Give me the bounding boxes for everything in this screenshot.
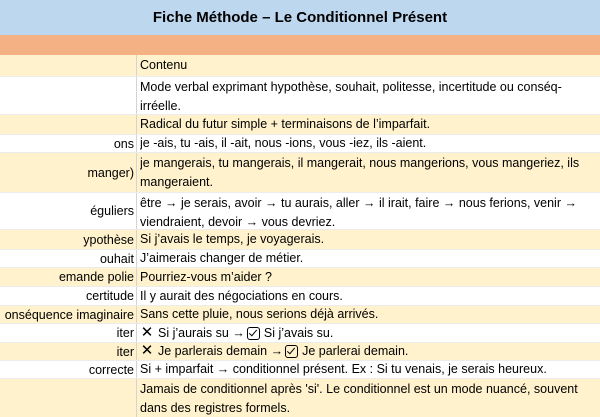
content-cell[interactable]: Il y aurait des négociations en cours. xyxy=(140,288,343,303)
content-cell[interactable] xyxy=(140,324,600,342)
section-header-bar xyxy=(0,35,600,55)
content-line: dans des registres formels. xyxy=(140,400,291,415)
label-cell[interactable]: éguliers xyxy=(0,193,137,229)
label-cell[interactable]: ouhait xyxy=(0,250,137,267)
label-cell[interactable]: iter xyxy=(0,343,137,360)
content-cell[interactable]: Sans cette pluie, nous serions déjà arrivés. xyxy=(140,307,379,322)
content-cell[interactable] xyxy=(140,343,600,360)
content-cell[interactable]: Si + imparfait → conditionnel présent. Ex : Si tu venais, je serais heureux. xyxy=(140,362,547,377)
table-row xyxy=(0,153,600,193)
label-cell[interactable]: ons xyxy=(0,135,137,152)
wrong-example: Je parlerais demain xyxy=(158,344,268,359)
wrong-example: Si j’aurais su xyxy=(158,325,229,340)
sheet-title: Fiche Méthode – Le Conditionnel Présent xyxy=(0,0,600,35)
table-row xyxy=(0,287,600,306)
content-line: irréelle. xyxy=(140,98,181,113)
table-row xyxy=(0,250,600,268)
label-cell[interactable]: onséquence imaginaire xyxy=(0,306,137,323)
table-row xyxy=(0,230,600,250)
header-cell-contenu[interactable]: Contenu xyxy=(140,58,188,73)
correct-example: Je parlerai demain. xyxy=(302,344,409,359)
x-mark-icon: ✕ xyxy=(140,343,154,360)
table-row xyxy=(0,343,600,361)
table-row xyxy=(0,324,600,343)
label-cell[interactable] xyxy=(0,115,137,134)
table-row xyxy=(0,115,600,135)
content-cell[interactable]: je -ais, tu -ais, il -ait, nous -ions, vous -iez, ils -aient. xyxy=(140,136,427,151)
header-cell-a[interactable] xyxy=(0,55,137,76)
table-row xyxy=(0,379,600,417)
content-cell[interactable] xyxy=(140,153,600,192)
x-mark-icon: ✕ xyxy=(140,324,154,341)
label-cell[interactable] xyxy=(0,379,137,417)
content-line: Jamais de conditionnel après 'si'. Le conditionnel est un mode nuancé, souvent xyxy=(140,382,578,396)
table-row xyxy=(0,268,600,287)
label-cell[interactable] xyxy=(0,77,137,114)
content-line: viendraient, devoir → vous devriez. xyxy=(140,214,336,229)
table-row xyxy=(0,135,600,153)
arrow-icon: → xyxy=(270,344,284,359)
table-row xyxy=(0,361,600,379)
label-cell[interactable]: emande polie xyxy=(0,268,137,286)
label-cell[interactable]: iter xyxy=(0,324,137,342)
content-line: je mangerais, tu mangerais, il mangerait, nous mangerions, vous mangeriez, ils xyxy=(140,156,580,170)
table-header-row xyxy=(0,55,600,77)
checkbox-check-icon xyxy=(247,327,260,340)
label-cell[interactable]: correcte xyxy=(0,361,137,378)
correct-example: Si j’avais su. xyxy=(263,325,334,340)
label-cell[interactable]: certitude xyxy=(0,287,137,305)
content-cell[interactable] xyxy=(140,379,600,417)
label-cell[interactable]: manger) xyxy=(0,153,137,192)
content-cell[interactable]: Radical du futur simple + terminaisons de l’imparfait. xyxy=(140,117,431,132)
content-line: Mode verbal exprimant hypothèse, souhait, politesse, incertitude ou conséq- xyxy=(140,80,562,94)
arrow-icon: → xyxy=(232,325,245,340)
content-line: être → je serais, avoir → tu aurais, aller → il irait, faire → nous ferions, venir → xyxy=(140,196,577,210)
table-row xyxy=(0,193,600,230)
content-cell[interactable]: J’aimerais changer de métier. xyxy=(140,251,304,266)
content-cell[interactable]: Pourriez-vous m’aider ? xyxy=(140,269,272,284)
checkbox-check-icon xyxy=(285,345,298,358)
table-row xyxy=(0,77,600,115)
label-cell[interactable]: ypothèse xyxy=(0,230,137,249)
content-cell[interactable]: Si j’avais le temps, je voyagerais. xyxy=(140,232,325,247)
content-cell[interactable] xyxy=(140,77,600,114)
content-line: mangeraient. xyxy=(140,174,213,189)
content-cell[interactable] xyxy=(140,193,600,229)
table-row xyxy=(0,306,600,324)
